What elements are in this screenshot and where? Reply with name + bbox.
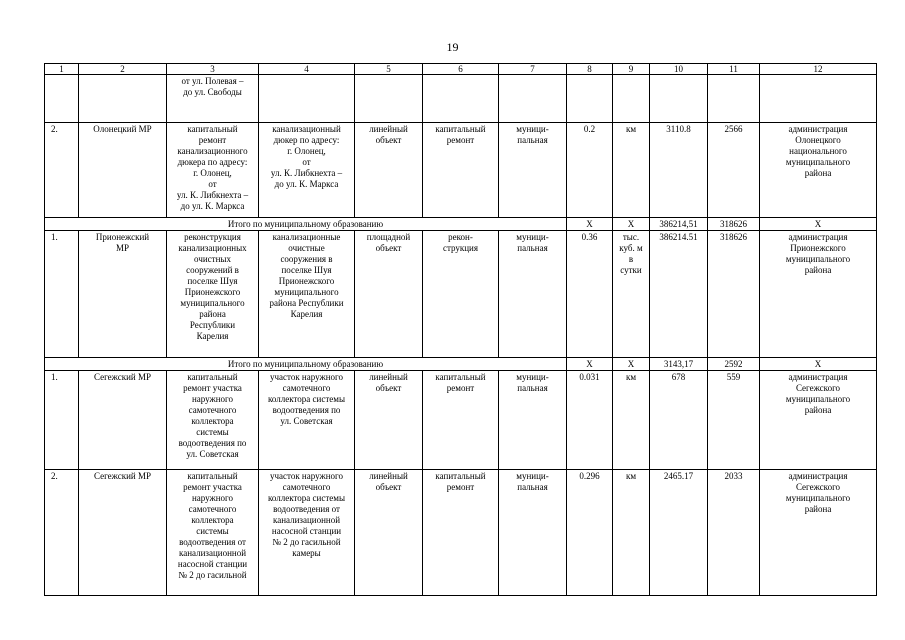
table-row (45, 470, 877, 596)
total-cell: Х (760, 218, 877, 231)
table-cell (423, 75, 499, 123)
table-cell: администрация Сегежского муниципального района (760, 371, 877, 470)
column-header: 12 (760, 64, 877, 75)
table-cell (708, 75, 760, 123)
table-cell: площадной объект (355, 231, 423, 358)
table-cell: 1. (45, 371, 79, 470)
header-row (45, 64, 877, 75)
table-cell (259, 75, 355, 123)
table-cell (45, 75, 79, 123)
column-header: 10 (650, 64, 708, 75)
table-row (45, 371, 877, 470)
table-cell: муници- пальная (499, 470, 567, 596)
table-cell: администрация Олонецкого национального муниципального района (760, 123, 877, 218)
total-cell: 3143,17 (650, 358, 708, 371)
total-cell: Х (567, 358, 613, 371)
table-cell: муници- пальная (499, 123, 567, 218)
table-cell: тыс. куб. м в сутки (613, 231, 650, 358)
table-cell: канализационные очистные сооружения в поселке Шуя Прионежского муниципального района Республики Карелия (259, 231, 355, 358)
table-cell: капитальный ремонт (423, 123, 499, 218)
table-cell: км (613, 470, 650, 596)
table-row (45, 231, 877, 358)
column-header: 7 (499, 64, 567, 75)
table-cell: 0.296 (567, 470, 613, 596)
table-cell: муници- пальная (499, 231, 567, 358)
total-cell: Х (567, 218, 613, 231)
table-cell: 386214.51 (650, 231, 708, 358)
table-cell: муници- пальная (499, 371, 567, 470)
table-cell: рекон- струкция (423, 231, 499, 358)
table-cell: линейный объект (355, 123, 423, 218)
table-cell: канализационный дюкер по адресу: г. Олонец, от ул. К. Либкнехта – до ул. К. Маркса (259, 123, 355, 218)
table-cell: 0.2 (567, 123, 613, 218)
column-header: 8 (567, 64, 613, 75)
table-cell: 3110.8 (650, 123, 708, 218)
table-cell: 0.031 (567, 371, 613, 470)
table-cell (355, 75, 423, 123)
table-cell: линейный объект (355, 470, 423, 596)
total-row (45, 218, 877, 231)
table-cell: Сегежский МР (79, 371, 167, 470)
total-label: Итого по муниципальному образованию (45, 358, 567, 371)
table-cell: администрация Сегежского муниципального района (760, 470, 877, 596)
table-cell: 2. (45, 123, 79, 218)
column-header: 2 (79, 64, 167, 75)
total-cell: 318626 (708, 218, 760, 231)
table-cell: капитальный ремонт участка наружного самотечного коллектора системы водоотведения по ул. Советская (167, 371, 259, 470)
table-cell (613, 75, 650, 123)
column-header: 3 (167, 64, 259, 75)
total-cell: 2592 (708, 358, 760, 371)
table-cell: от ул. Полевая – до ул. Свободы (167, 75, 259, 123)
table-row (45, 123, 877, 218)
table-cell: 678 (650, 371, 708, 470)
table-cell: 0.36 (567, 231, 613, 358)
table-cell: участок наружного самотечного коллектора системы водоотведения от канализационной насосной станции № 2 до гасильной камеры (259, 470, 355, 596)
column-header: 9 (613, 64, 650, 75)
table-cell: 2. (45, 470, 79, 596)
table-cell (650, 75, 708, 123)
table-cell: 2465.17 (650, 470, 708, 596)
table-cell: реконструкция канализационных очистных сооружений в поселке Шуя Прионежского муниципального района Республики Карелия (167, 231, 259, 358)
table-cell: 559 (708, 371, 760, 470)
table-cell (499, 75, 567, 123)
table-cell (79, 75, 167, 123)
table-cell: 2566 (708, 123, 760, 218)
total-label: Итого по муниципальному образованию (45, 218, 567, 231)
table-cell: км (613, 371, 650, 470)
total-cell: Х (613, 358, 650, 371)
table-cell: Прионежский МР (79, 231, 167, 358)
table-cell: линейный объект (355, 371, 423, 470)
table-cell: км (613, 123, 650, 218)
table-cell (567, 75, 613, 123)
table-cell: 1. (45, 231, 79, 358)
table-cell: капитальный ремонт участка наружного самотечного коллектора системы водоотведения от канализационной насосной станции № 2 до гасильной (167, 470, 259, 596)
column-header: 6 (423, 64, 499, 75)
table-cell: 2033 (708, 470, 760, 596)
column-header: 11 (708, 64, 760, 75)
column-header: 5 (355, 64, 423, 75)
table-cell: Сегежский МР (79, 470, 167, 596)
total-cell: Х (760, 358, 877, 371)
table-cell: администрация Прионежского муниципального района (760, 231, 877, 358)
table-cell: Олонецкий МР (79, 123, 167, 218)
page-number: 19 (446, 40, 459, 54)
column-header: 1 (45, 64, 79, 75)
table-cell: участок наружного самотечного коллектора системы водоотведения по ул. Советская (259, 371, 355, 470)
table-cell: 318626 (708, 231, 760, 358)
table-row (45, 75, 877, 123)
column-header: 4 (259, 64, 355, 75)
total-row (45, 358, 877, 371)
table-cell: капитальный ремонт (423, 371, 499, 470)
total-cell: Х (613, 218, 650, 231)
table-cell (760, 75, 877, 123)
total-cell: 386214,51 (650, 218, 708, 231)
table-cell: капитальный ремонт (423, 470, 499, 596)
document-table (44, 63, 877, 596)
table-cell: капитальный ремонт канализационного дюкера по адресу: г. Олонец, от ул. К. Либкнехта – до ул. К. Маркса (167, 123, 259, 218)
